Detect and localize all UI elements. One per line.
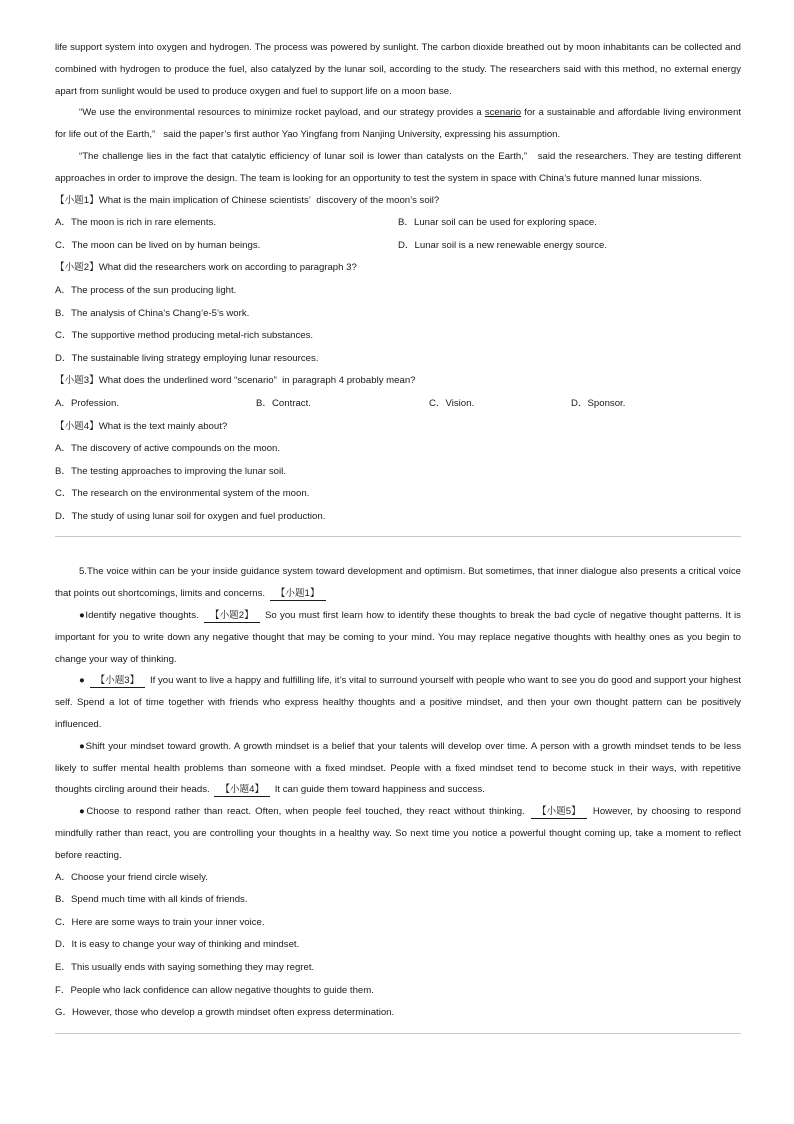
option-b: B．Contract. bbox=[256, 397, 311, 409]
blank-2[interactable]: 【小题2】 bbox=[204, 609, 260, 623]
text-span: 5.The voice within can be your inside guidance system toward development and optimism. But sometimes, that inner dialogue also presents a critical voice that points out shortcomings, limits and concerns. bbox=[55, 566, 741, 600]
option-d: D．The sustainable living strategy employing lunar resources. bbox=[55, 352, 319, 364]
passage5-section bbox=[55, 561, 741, 1024]
passage4-paragraph-3: life support system into oxygen and hydrogen. The process was powered by sunlight. The carbon dioxide breathed out by moon inhabitants can be collected and combined with hydrogen to produce the fuel, also catalyzed by the lunar soil, according to the study. The researchers said with this method, no external energy apart from sunlight would be used to produce oxygen and fuel to support life on a moon base. bbox=[55, 42, 741, 97]
choice-b: B．Spend much time with all kinds of friends. bbox=[55, 894, 248, 906]
question-4-stem: 【小题4】What is the text mainly about? bbox=[55, 420, 228, 432]
option-a: A．Profession. bbox=[55, 397, 119, 409]
choice-a: A．Choose your friend circle wisely. bbox=[55, 871, 208, 883]
text-span: “We use the environmental resources to minimize rocket payload, and our strategy provides a bbox=[79, 107, 485, 119]
option-b: B．The analysis of China’s Chang’e-5’s work. bbox=[55, 307, 250, 319]
option-c: C．The supportive method producing metal-rich substances. bbox=[55, 330, 314, 342]
text-span: ●Identify negative thoughts. bbox=[79, 610, 199, 622]
passage4-paragraph-4 bbox=[55, 102, 741, 146]
option-b: B．The testing approaches to improving the lunar soil. bbox=[55, 465, 286, 477]
option-c: C．Vision. bbox=[429, 397, 475, 409]
section-divider bbox=[55, 536, 741, 537]
underlined-word-scenario: scenario bbox=[484, 107, 522, 119]
blank-4[interactable]: 【小题4】 bbox=[214, 783, 270, 797]
bullet-identify-negative-thoughts bbox=[55, 605, 741, 670]
bullet-respond-not-react bbox=[55, 801, 741, 866]
text-span: So you must first learn how to identify these thoughts to break the bad cycle of negative thought patterns. It is important for you to write down any negative thought that may be coming to your mind. You may replace negative thoughts with healthy ones as you begin to change your way of thinking. bbox=[55, 610, 741, 665]
text-span: ●Shift your mindset toward growth. A growth mindset is a belief that your talents will develop over time. A person with a growth mindset tends to be less likely to suffer mental health problems than someone with a fixed mindset. People with a fixed mindset tend to become stuck in their ways, with repetitive thoughts circling around their heads. bbox=[55, 740, 741, 796]
section-divider bbox=[55, 1033, 741, 1034]
blank-1[interactable]: 【小题1】 bbox=[270, 587, 326, 601]
text-span: ●Choose to respond rather than react. Often, when people feel touched, they react without thinking. bbox=[79, 806, 525, 818]
bullet-dot: ● bbox=[79, 675, 85, 687]
question-3-options bbox=[55, 393, 741, 416]
choice-c: C．Here are some ways to train your inner voice. bbox=[55, 916, 265, 928]
option-a: A．The process of the sun producing light. bbox=[55, 284, 237, 296]
option-d: D．Lunar soil is a new renewable energy source. bbox=[398, 239, 608, 251]
option-a: A．The discovery of active compounds on the moon. bbox=[55, 443, 281, 455]
option-b: B．Lunar soil can be used for exploring space. bbox=[398, 217, 597, 229]
text-span: If you want to live a happy and fulfilling life, it’s vital to surround yourself with people who want to see you do good and support your highest self. Spend a lot of time together with friends who express healthy thoughts and a positive mindset, and then your own thought pattern can be positively influenced. bbox=[55, 675, 741, 731]
blank-3[interactable]: 【小题3】 bbox=[90, 674, 146, 688]
text-span: It can guide them toward happiness and success. bbox=[274, 784, 485, 796]
blank-5[interactable]: 【小题5】 bbox=[531, 805, 587, 819]
question-1-stem: 【小题1】What is the main implication of Chinese scientists’ discovery of the moon’s soil? bbox=[55, 194, 440, 206]
document-page bbox=[55, 37, 741, 1034]
option-d: D．The study of using lunar soil for oxygen and fuel production. bbox=[55, 510, 326, 522]
question-1-options-row-2 bbox=[55, 235, 741, 258]
bullet-growth-mindset bbox=[55, 736, 741, 801]
question-2-stem: 【小题2】What did the researchers work on according to paragraph 3? bbox=[55, 262, 357, 274]
choice-g: G．However, those who develop a growth mindset often express determination. bbox=[55, 1007, 395, 1019]
option-a: A．The moon is rich in rare elements. bbox=[55, 217, 217, 229]
question-3-stem: 【小题3】What does the underlined word “scenario” in paragraph 4 probably mean? bbox=[55, 375, 416, 387]
choice-d: D．It is easy to change your way of thinking and mindset. bbox=[55, 939, 300, 951]
option-c: C．The moon can be lived on by human beings. bbox=[55, 239, 261, 251]
question-1-options-row-1 bbox=[55, 212, 741, 235]
bullet-friend-circle bbox=[55, 670, 741, 735]
text-span: However, by choosing to respond mindfully rather than react, you are controlling your thoughts in a healthy way. So next time you notice a powerful thought coming up, take a moment to reflect before reacting. bbox=[55, 806, 742, 861]
passage4-paragraph-5: “The challenge lies in the fact that catalytic efficiency of lunar soil is lower than catalysts on the Earth,” said the researchers. They are testing different approaches in order to improve the design. The team is looking for an opportunity to test the system in space with China’s future manned lunar missions. bbox=[55, 150, 741, 184]
text-span: for a sustainable and affordable living environment for life out of the Earth,” said the paper’s first author Yao Yingfang from Nanjing University, expressing his assumption. bbox=[55, 107, 741, 141]
option-c: C．The research on the environmental system of the moon. bbox=[55, 488, 310, 500]
choice-f: F．People who lack confidence can allow negative thoughts to guide them. bbox=[55, 984, 374, 996]
choice-e: E．This usually ends with saying something they may regret. bbox=[55, 962, 315, 974]
passage5-intro bbox=[55, 561, 741, 605]
option-d: D．Sponsor. bbox=[571, 397, 626, 409]
